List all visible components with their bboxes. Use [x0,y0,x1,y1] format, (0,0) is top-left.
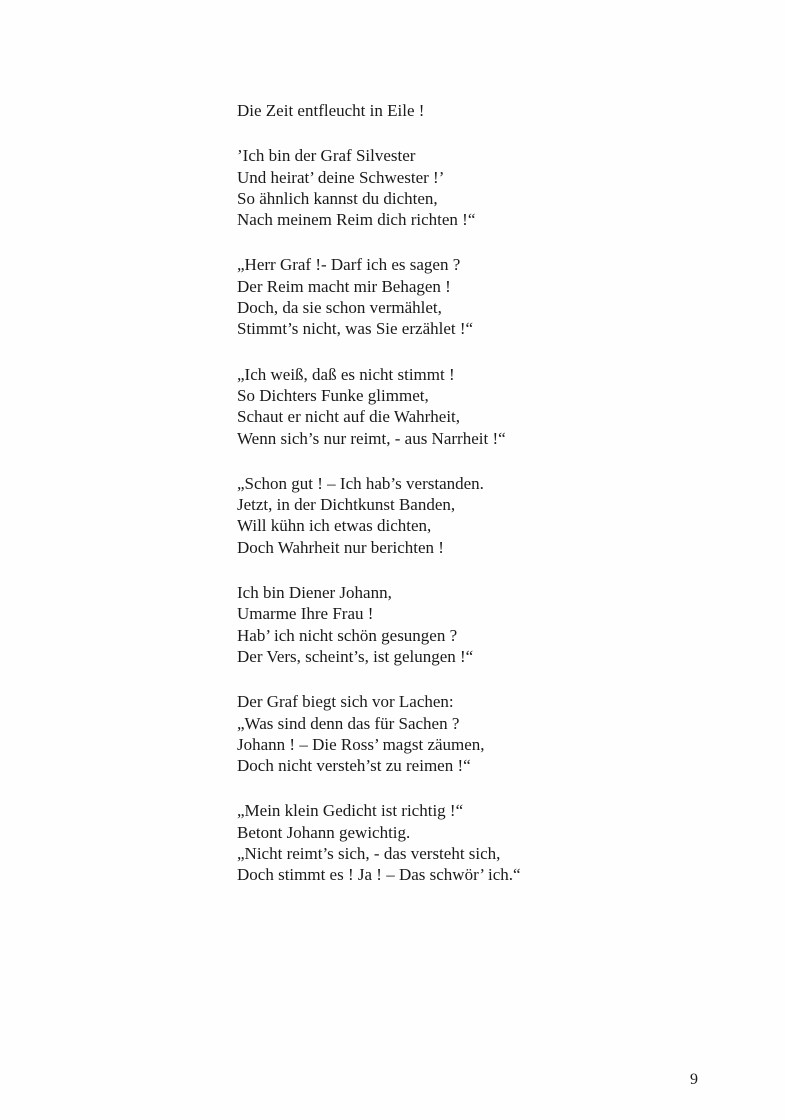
poem-line: ’Ich bin der Graf Silvester [237,146,416,166]
stanza-4 [237,364,697,449]
poem-line: Der Vers, scheint’s, ist gelungen !“ [237,646,474,666]
poem-line: „Schon gut ! – Ich hab’s verstanden. [237,473,484,493]
stanza-1 [237,100,697,121]
poem-line: „Nicht reimt’s sich, - das versteht sich, [237,844,501,864]
poem-line: „Was sind denn das für Sachen ? [237,713,460,733]
poem-line: „Herr Graf !- Darf ich es sagen ? [237,255,461,275]
poem-line: So ähnlich kannst du dichten, [237,188,438,208]
stanza-6 [237,582,697,667]
poem-line: Wenn sich’s nur reimt, - aus Narrheit !“ [237,428,506,448]
poem-line: „Mein klein Gedicht ist richtig !“ [237,801,464,821]
page-number: 9 [690,1071,698,1088]
poem-line: Nach meinem Reim dich richten !“ [237,210,476,230]
poem-line: Betont Johann gewichtig. [237,822,411,842]
poem-line: Stimmt’s nicht, was Sie erzählet !“ [237,319,474,339]
stanza-8 [237,800,697,885]
poem-line: Und heirat’ deine Schwester !’ [237,167,445,187]
stanza-3 [237,254,697,339]
stanza-7 [237,691,697,776]
poem-line: Hab’ ich nicht schön gesungen ? [237,625,458,645]
poem [237,100,697,910]
poem-line: Jetzt, in der Dichtkunst Banden, [237,495,456,515]
poem-line: So Dichters Funke glimmet, [237,385,429,405]
poem-line: Doch, da sie schon vermählet, [237,298,442,318]
poem-line: Doch Wahrheit nur berichten ! [237,537,444,557]
poem-line: Schaut er nicht auf die Wahrheit, [237,407,461,427]
poem-line: Der Reim macht mir Behagen ! [237,276,451,296]
stanza-5 [237,473,697,558]
poem-line: Der Graf biegt sich vor Lachen: [237,692,454,712]
poem-line: Ich bin Diener Johann, [237,583,392,603]
poem-line: „Ich weiß, daß es nicht stimmt ! [237,364,455,384]
poem-line: Will kühn ich etwas dichten, [237,516,432,536]
poem-line: Doch stimmt es ! Ja ! – Das schwör’ ich.“ [237,865,521,885]
poem-line: Doch nicht versteh’st zu reimen !“ [237,756,471,776]
poem-line: Johann ! – Die Ross’ magst zäumen, [237,734,485,754]
poem-line: Die Zeit entfleucht in Eile ! [237,101,425,120]
poem-line: Umarme Ihre Frau ! [237,604,374,624]
stanza-2 [237,145,697,230]
